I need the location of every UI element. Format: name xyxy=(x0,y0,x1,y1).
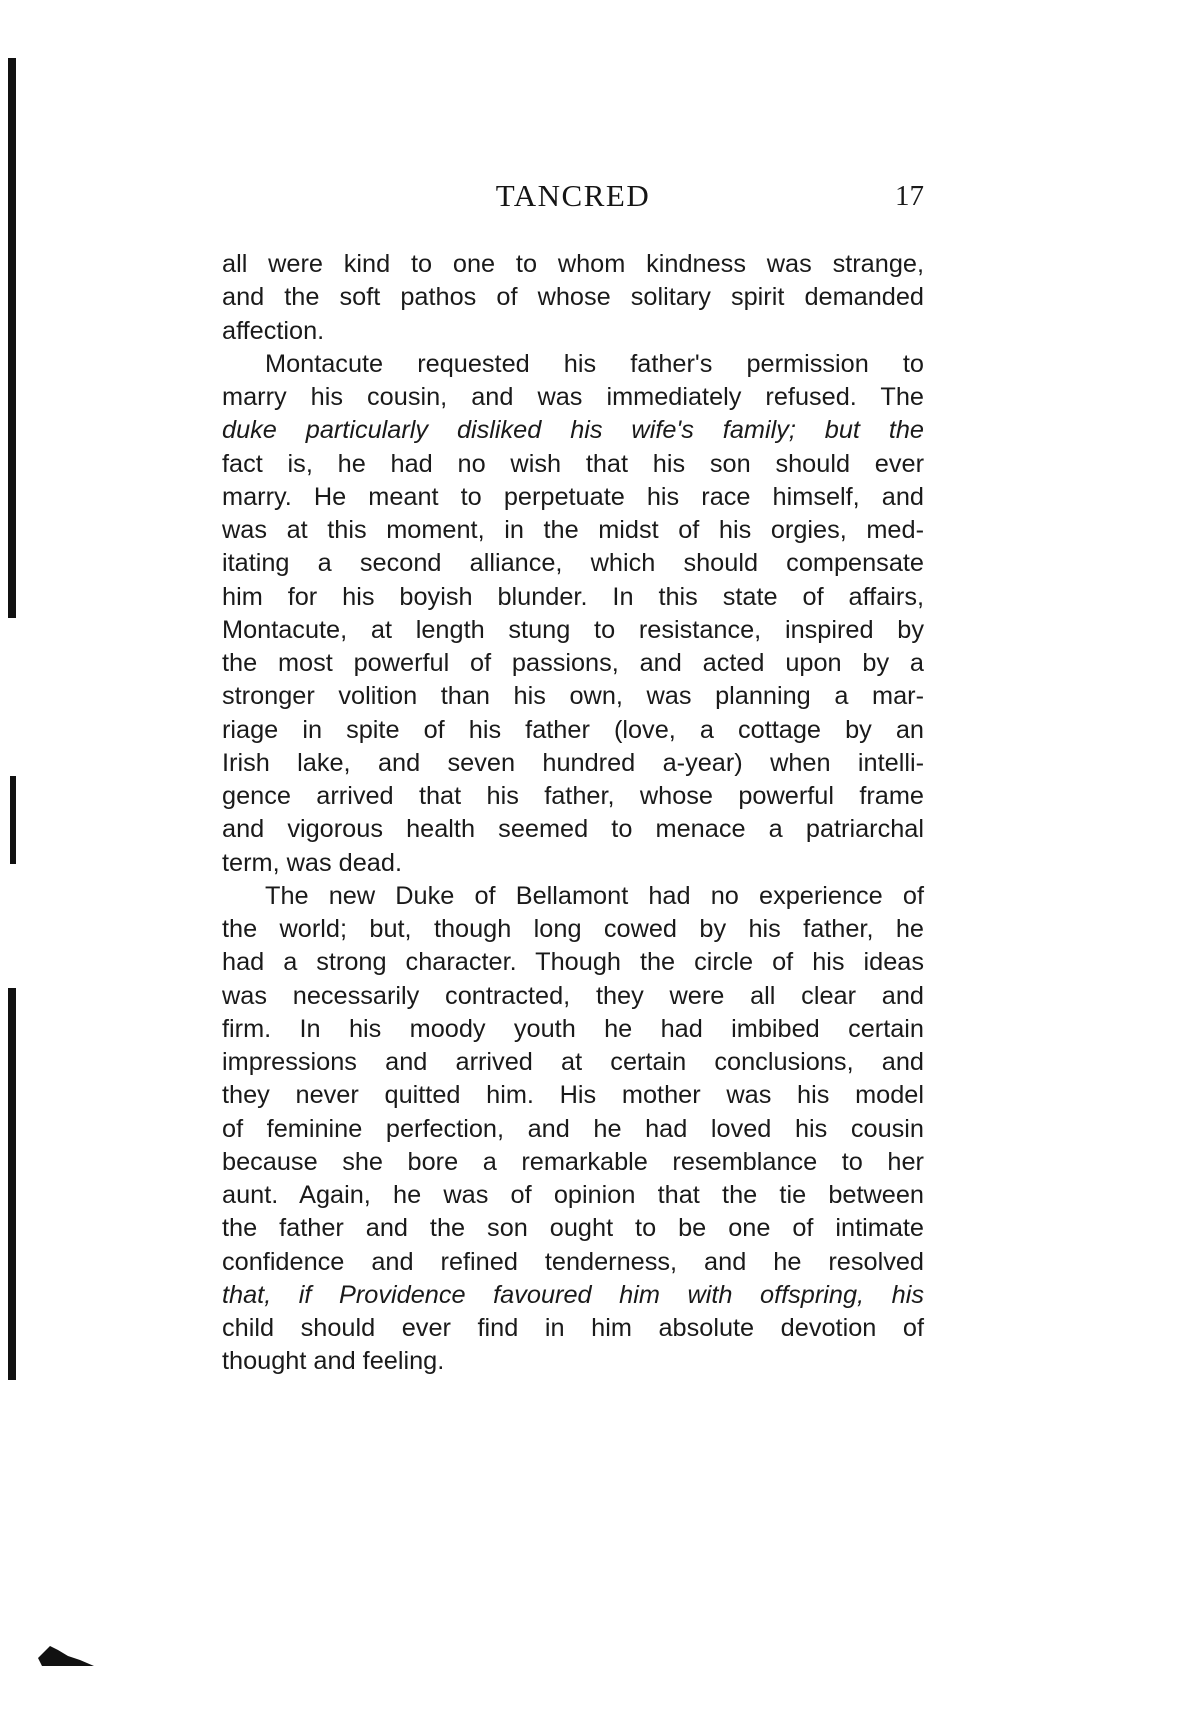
text-line: they never quitted him. His mother was his model xyxy=(222,1081,924,1110)
text-line: that, if Providence favoured him with offspring, his xyxy=(222,1280,924,1309)
text-line: term, was dead. xyxy=(222,848,402,877)
text-line: itating a second alliance, which should compensate xyxy=(222,549,924,578)
text-line: stronger volition than his own, was planning a mar- xyxy=(222,682,924,711)
text-line: him for his boyish blunder. In this state of affairs, xyxy=(222,582,924,611)
running-head xyxy=(222,178,924,218)
text-line: marry his cousin, and was immediately refused. The xyxy=(222,383,924,411)
text-line: gence arrived that his father, whose powerful frame xyxy=(222,782,924,810)
text-line: affection. xyxy=(222,316,325,345)
binding-shadow xyxy=(10,776,16,864)
text-line: riage in spite of his father (love, a cottage by an xyxy=(222,715,924,744)
text-line: firm. In his moody youth he had imbibed certain xyxy=(222,1014,924,1043)
text-line: The new Duke of Bellamont had no experience of xyxy=(265,881,924,910)
binding-shadow xyxy=(8,988,16,1380)
text-line: Montacute requested his father's permission to xyxy=(265,349,924,378)
text-line: child should ever find in him absolute devotion of xyxy=(222,1314,924,1342)
running-title: TANCRED xyxy=(495,178,651,213)
text-line: aunt. Again, he was of opinion that the tie between xyxy=(222,1181,924,1209)
text-line: had a strong character. Though the circle of his ideas xyxy=(222,948,924,977)
text-line: and vigorous health seemed to menace a patriarchal xyxy=(222,815,924,844)
text-line: marry. He meant to perpetuate his race himself, and xyxy=(222,482,924,511)
text-line: duke particularly disliked his wife's family; but the xyxy=(222,416,924,445)
text-line: the father and the son ought to be one of intimate xyxy=(222,1214,924,1243)
text-line: all were kind to one to whom kindness was strange, xyxy=(222,250,924,278)
text-line: was at this moment, in the midst of his orgies, med- xyxy=(222,516,924,544)
binding-shadow xyxy=(8,58,16,618)
text-line: fact is, he had no wish that his son should ever xyxy=(222,449,924,478)
text-line: and the soft pathos of whose solitary spirit demanded xyxy=(222,283,924,312)
text-line: the world; but, though long cowed by his father, he xyxy=(222,915,924,943)
text-line: Montacute, at length stung to resistance, inspired by xyxy=(222,615,924,644)
text-line: impressions and arrived at certain conclusions, and xyxy=(222,1048,924,1076)
text-line: confidence and refined tenderness, and he resolved xyxy=(222,1247,924,1276)
text-line: because she bore a remarkable resemblance to her xyxy=(222,1147,924,1176)
ink-blot xyxy=(36,1628,96,1668)
text-line: of feminine perfection, and he had loved his cousin xyxy=(222,1114,924,1143)
text-line: Irish lake, and seven hundred a-year) when intelli- xyxy=(222,748,924,777)
text-line: thought and feeling. xyxy=(222,1347,445,1376)
page-number: 17 xyxy=(895,180,924,212)
text-line: the most powerful of passions, and acted upon by a xyxy=(222,649,924,677)
text-line: was necessarily contracted, they were all clear and xyxy=(222,981,924,1010)
body-text xyxy=(222,248,924,1379)
